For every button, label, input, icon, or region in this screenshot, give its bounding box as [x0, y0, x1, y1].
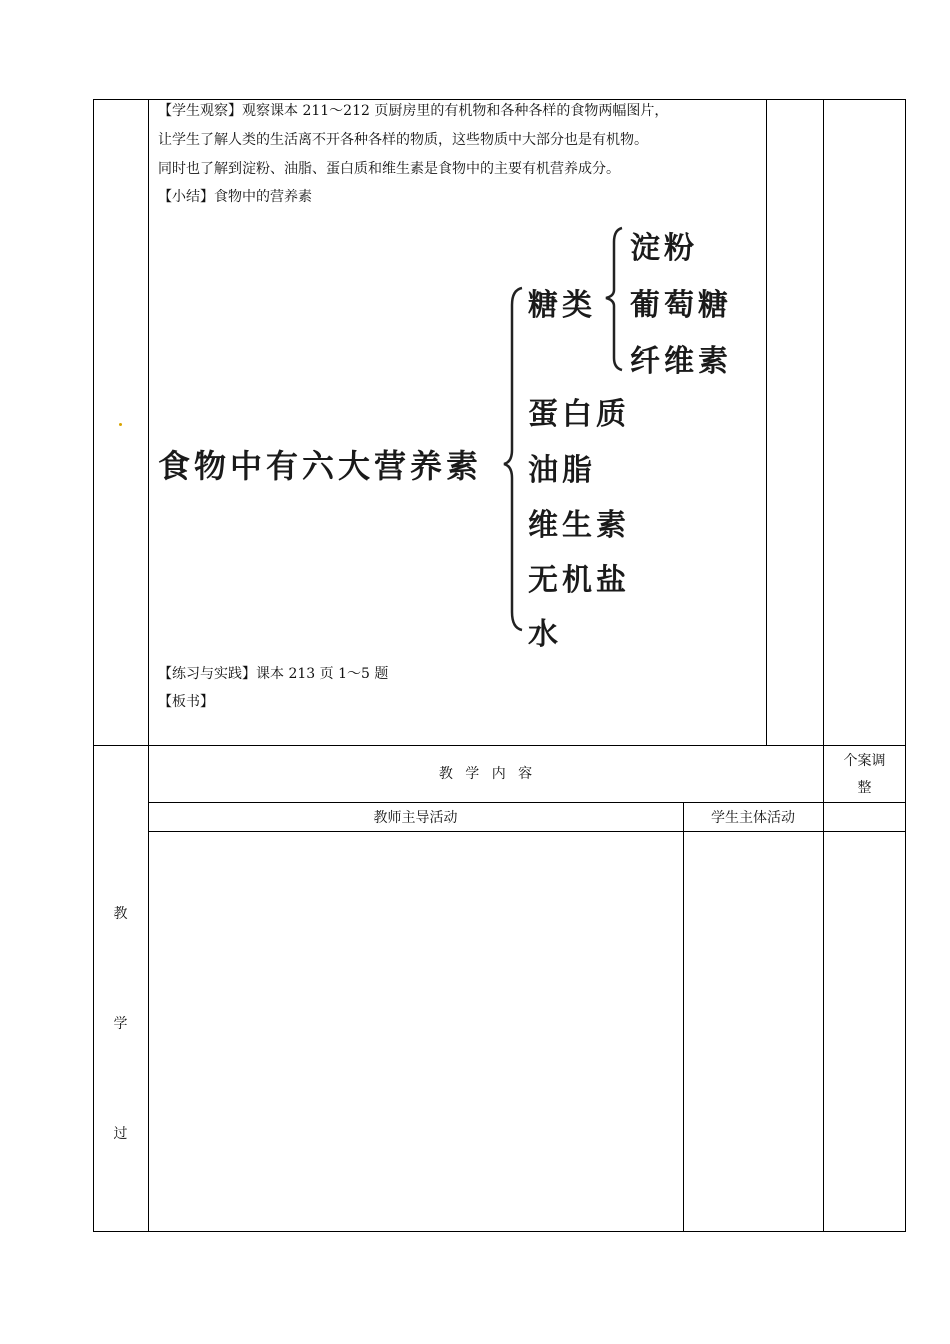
- practice-line: 【练习与实践】课本 213 页 1～5 题: [158, 666, 389, 682]
- diagram-vitamin: 维生素: [528, 508, 630, 543]
- upper-col-divider-2: [823, 99, 824, 1232]
- student-activity-header: 学生主体活动: [711, 810, 795, 826]
- diagram-sugar: 糖类: [528, 288, 596, 323]
- subheader-divider: [148, 831, 906, 832]
- header-divider: [148, 802, 906, 803]
- left-column-divider: [148, 99, 149, 1232]
- board-line: 【板书】: [158, 694, 214, 710]
- diagram-root: 食物中有六大营养素: [158, 447, 483, 485]
- diagram-mineral: 无机盐: [528, 563, 630, 598]
- marker-dot: [119, 423, 122, 426]
- summary-heading: 【小结】食物中的营养素: [158, 189, 312, 205]
- section-divider: [93, 745, 906, 746]
- left-label-char-3: 过: [113, 1126, 128, 1142]
- diagram-glucose: 葡萄糖: [630, 288, 732, 323]
- content-header: 教 学 内 容: [438, 766, 533, 782]
- teacher-activity-header: 教师主导活动: [373, 810, 458, 826]
- diagram-fat: 油脂: [528, 453, 596, 488]
- left-label-char-2: 学: [113, 1016, 128, 1032]
- observation-line-3: 同时也了解到淀粉、油脂、蛋白质和维生素是食物中的主要有机营养成分。: [158, 161, 620, 177]
- diagram-fiber: 纤维素: [630, 344, 732, 379]
- adjust-header-line-2: 整: [857, 780, 872, 796]
- observation-line-1: 【学生观察】观察课本 211～212 页厨房里的有机物和各种各样的食物两幅图片，: [158, 103, 669, 119]
- diagram-protein: 蛋白质: [528, 397, 630, 432]
- upper-col-divider-1: [766, 99, 767, 745]
- diagram-starch: 淀粉: [630, 231, 698, 266]
- diagram-water: 水: [528, 617, 562, 652]
- left-label-char-1: 教: [113, 906, 128, 922]
- adjust-header-line-1: 个案调: [843, 753, 886, 769]
- teacher-student-divider: [683, 802, 684, 1232]
- observation-line-2: 让学生了解人类的生活离不开各种各样的物质，这些物质中大部分也是有机物。: [158, 132, 648, 148]
